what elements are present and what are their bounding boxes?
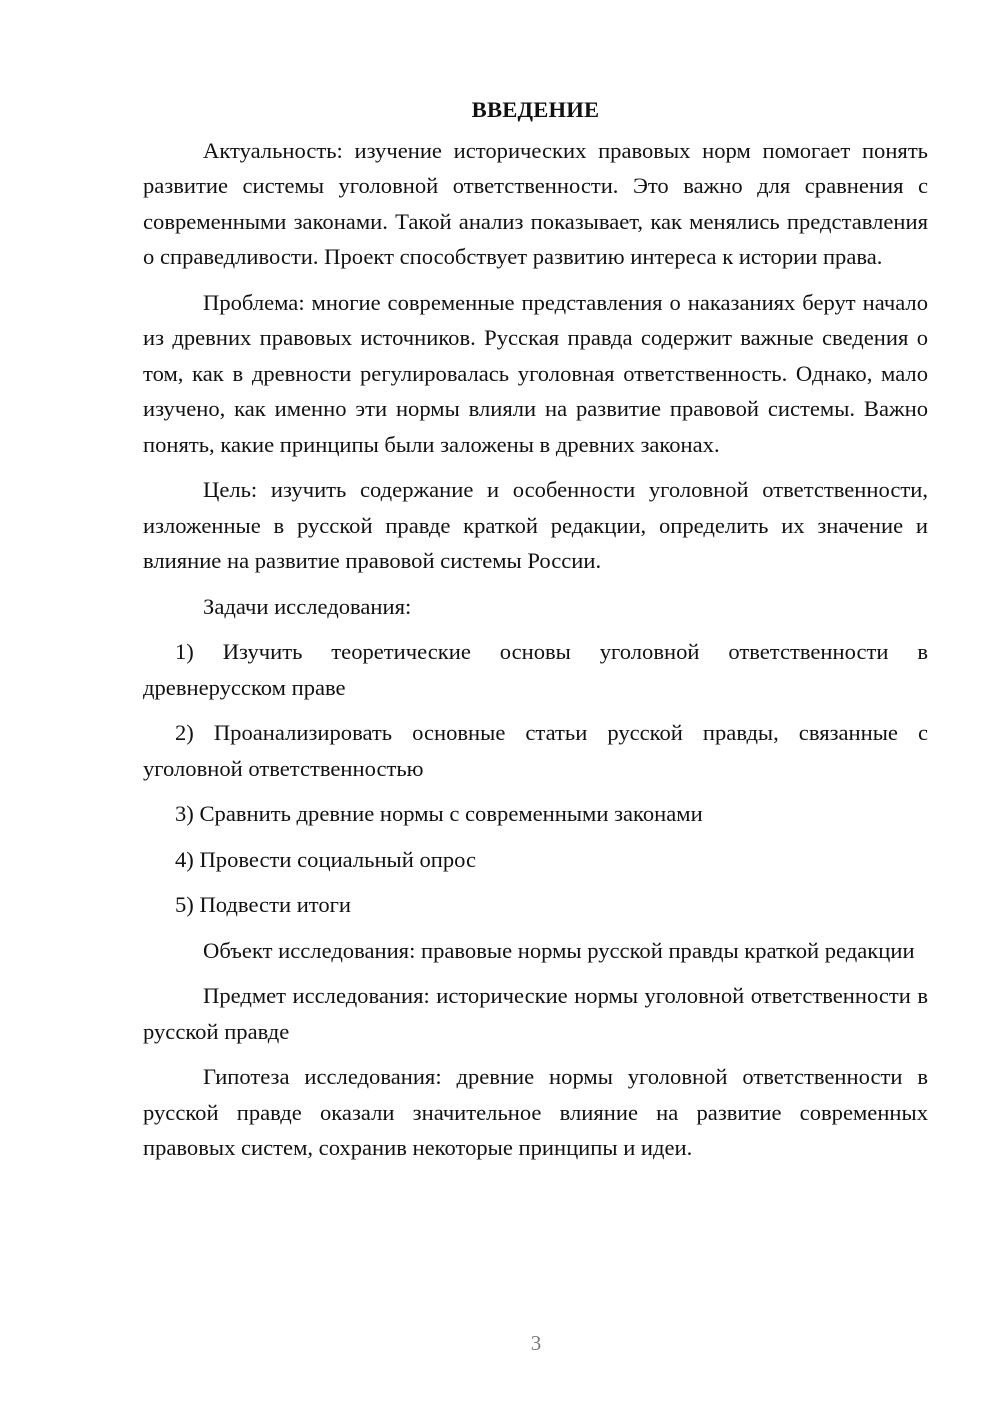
task-item: 5) Подвести итоги [175, 892, 352, 917]
document-body [143, 92, 928, 1176]
subject-paragraph: Предмет исследования: исторические нормы уголовной ответственности в русской правде [143, 983, 928, 1044]
problem-paragraph: Проблема: многие современные представления о наказаниях берут начало из древних правовых источников. Русская правда содержит важные сведения о том, как в древности регулировалась уголовная ответственность. Однако, мало изучено, как именно эти нормы влияли на развитие правовой системы. Важно понять, какие принципы были заложены в древних законах. [143, 289, 928, 457]
goal-paragraph: Цель: изучить содержание и особенности уголовной ответственности, изложенные в русской правде краткой редакции, определить их значение и влияние на развитие правовой системы России. [143, 477, 928, 573]
relevance-paragraph: Актуальность: изучение исторических правовых норм помогает понять развитие системы уголовной ответственности. Это важно для сравнения с современными законами. Такой анализ показывает, как менялись представления о справедливости. Проект способствует развитию интереса к истории права. [143, 137, 928, 269]
tasks-heading: Задачи исследования: [203, 593, 412, 619]
task-item: 2) Проанализировать основные статьи русской правды, связанные с уголовной ответственностью [143, 720, 928, 781]
task-item: 1) Изучить теоретические основы уголовной ответственности в древнерусском праве [143, 639, 928, 700]
task-item: 3) Сравнить древние нормы с современными законами [175, 801, 703, 826]
page-title: ВВЕДЕНИЕ [471, 97, 600, 122]
object-paragraph: Объект исследования: правовые нормы русской правды краткой редакции [203, 937, 915, 963]
page-number: 3 [530, 1331, 542, 1355]
hypothesis-paragraph: Гипотеза исследования: древние нормы уголовной ответственности в русской правде оказали значительное влияние на развитие современных правовых систем, сохранив некоторые принципы и идеи. [143, 1064, 928, 1160]
task-item: 4) Провести социальный опрос [175, 846, 477, 872]
